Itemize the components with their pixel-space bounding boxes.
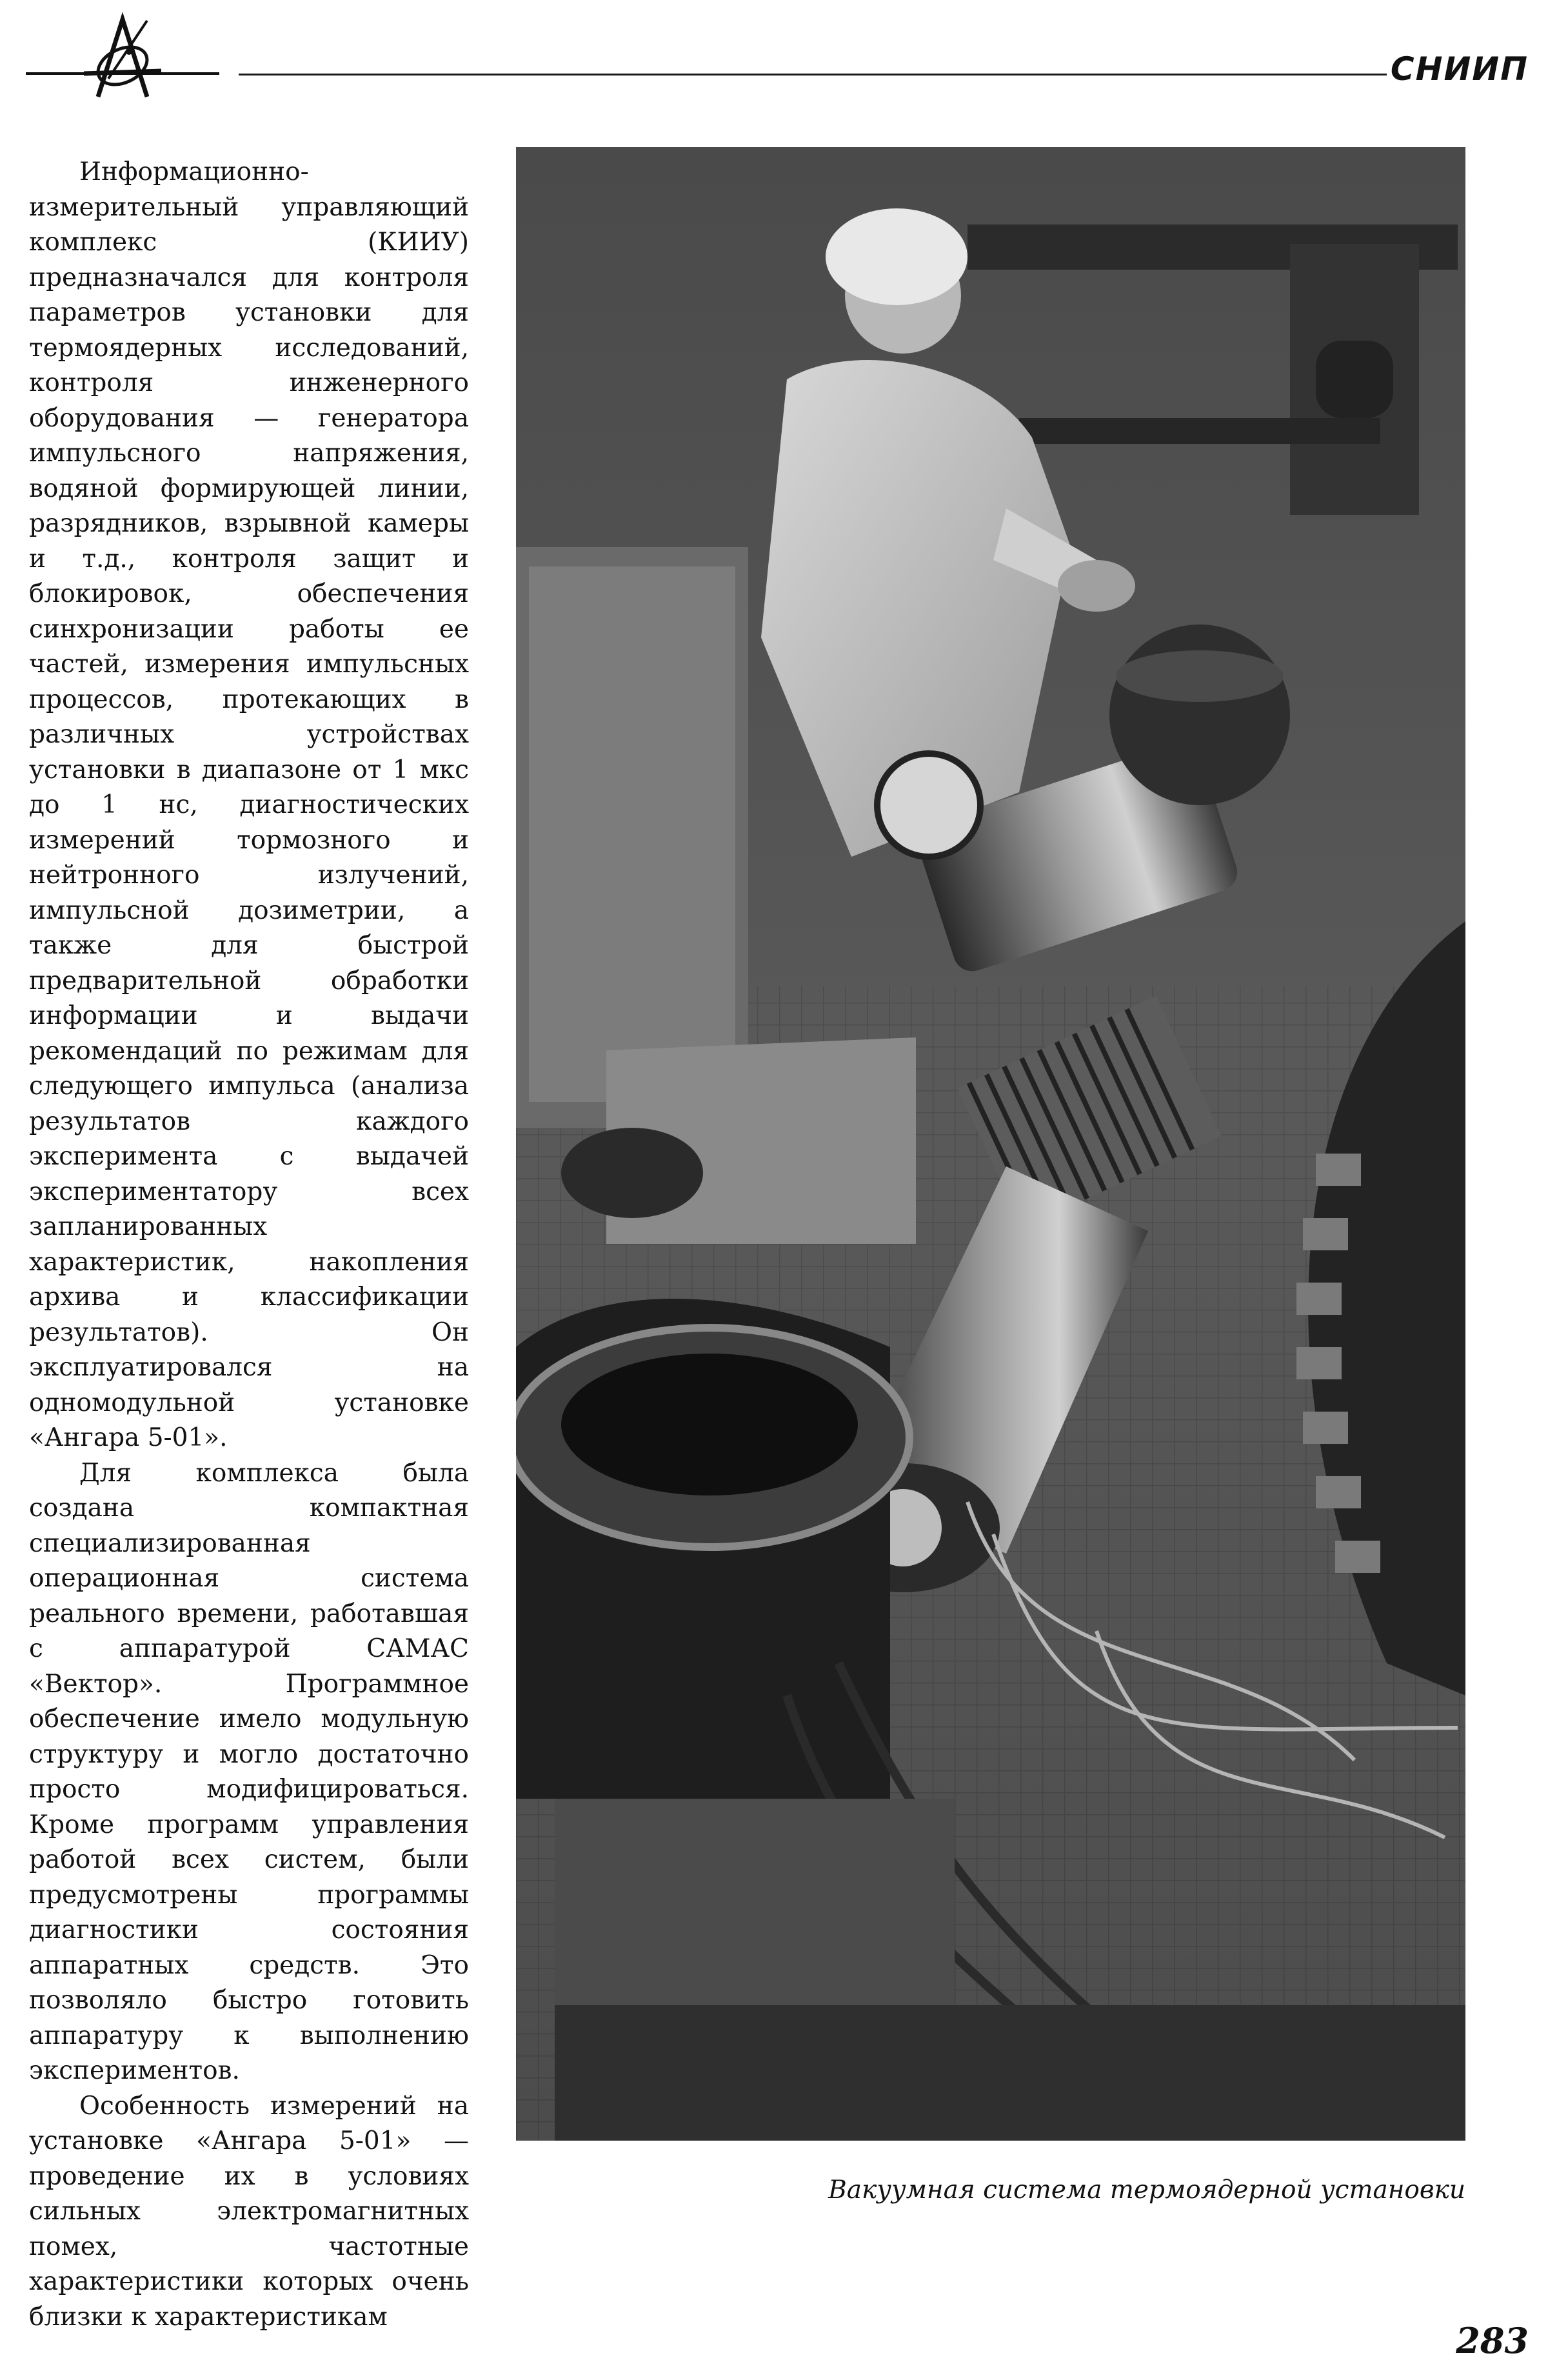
paragraph-1: Информационно-измерительный управляющий комплекс (КИИУ) предназначался для контроля параметров установки для термоядерных исследований, контроля инженерного оборудования — генератора импульсного напряжения, водяной формирующей линии, разрядников, взрывной камеры и т.д., контроля защит и блокировок, обеспечения синхронизации работы ее частей, измерения импульсных процессов, протекающих в различных устройствах установки в диапазоне от 1 мкс до 1 нс, диагностических измерений тормозного и нейтронного излучений, импульсной дозиметрии, а также для быстрой предварительной обработки информации и выдачи рекомендаций по режимам для следующего импульса (анализа результатов каждого эксперимента с выдачей экспериментатору всех запланированных характеристик, накопления архива и классификации результатов). Он эксплуатировался на одномодульной установке «Ангара 5-01». [29,157,469,1452]
paragraph-3: Особенность измерений на установке «Ангара 5-01» — проведение их в условиях сильных электромагнитных помех, частотные характеристики которых очень близки к характеристикам [29,2091,469,2332]
photo-caption: Вакуумная система термоядерной установки [828,2175,1465,2205]
header-rule [239,74,1387,75]
page-number: 283 [1456,2320,1529,2361]
section-title: СНИИП [1390,50,1529,88]
article-text [29,155,469,2335]
vacuum-system-photo [516,147,1465,2141]
paragraph-2: Для комплекса была создана компактная специализированная операционная система реального времени, работавшая с аппаратурой САМАС «Вектор». Программное обеспечение имело модульную структуру и могло достаточно просто модифицироваться. Кроме программ управления работой всех систем, были предусмотрены программы диагностики состояния аппаратных средств. Это позволяло быстро готовить аппаратуру к выполнению экспериментов. [29,1458,469,2085]
institute-emblem-icon [26,6,226,103]
